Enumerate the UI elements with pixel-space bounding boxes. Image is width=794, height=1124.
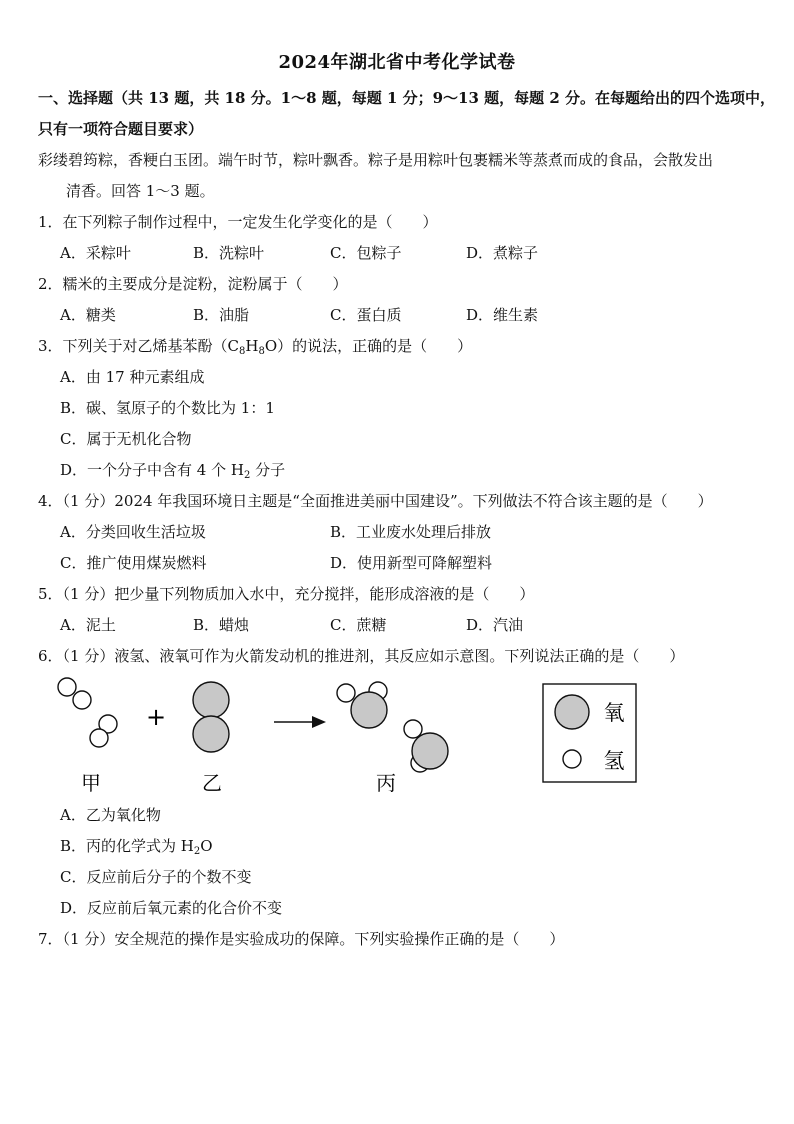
section-heading-line1: 一、选择题（共 13 题，共 18 分。1～8 题，每题 1 分；9～13 题，每题 2 分。在每题给出的四个选项中， <box>38 89 776 107</box>
question-5-stem: 5．（1 分）把少量下列物质加入水中，充分搅拌，能形成溶液的是（ ） <box>38 585 535 603</box>
q1-option-a: A．采粽叶 <box>60 244 131 262</box>
label-bing: 丙 <box>376 771 396 795</box>
q1-option-d: D．煮粽子 <box>466 244 539 262</box>
q6-option-b <box>60 836 213 856</box>
molecule-h2 <box>90 715 117 747</box>
q3-subscript: 8 <box>258 346 265 357</box>
label-jia: 甲 <box>81 771 101 795</box>
q5-option-d: D．汽油 <box>466 616 524 634</box>
reaction-arrow <box>274 716 326 728</box>
page-title: 2024年湖北省中考化学试卷 <box>278 52 516 73</box>
q4-option-a: A．分类回收生活垃圾 <box>60 523 206 541</box>
question-2-stem: 2．糯米的主要成分是淀粉，淀粉属于（ ） <box>38 275 348 293</box>
q1-option-b: B．洗粽叶 <box>193 244 265 262</box>
section-heading-line2: 只有一项符合题目要求） <box>38 120 204 138</box>
question-4-stem: 4．（1 分）2024 年我国环境日主题是“全面推进美丽中国建设”。下列做法不符合该主题的是（ ） <box>38 492 713 510</box>
q3-option-a: A．由 17 种元素组成 <box>60 368 205 386</box>
molecule-h2o <box>404 720 448 772</box>
hydrogen-atom <box>337 684 355 702</box>
legend-oxygen-label: 氧 <box>603 701 625 725</box>
q4-option-d: D．使用新型可降解塑料 <box>330 554 493 572</box>
reaction-diagram <box>0 672 794 802</box>
q6-option-c: C．反应前后分子的个数不变 <box>60 868 252 886</box>
oxygen-atom <box>193 716 229 752</box>
q6-subscript: 2 <box>193 846 201 857</box>
hydrogen-atom <box>58 678 76 696</box>
intro-line1: 彩缕碧筠粽，香粳白玉团。端午时节，粽叶飘香。粽子是用粽叶包裹糯米等蒸煮而成的食品，会散发出 <box>38 151 714 169</box>
label-yi: 乙 <box>202 771 222 795</box>
legend-box <box>543 684 636 782</box>
q3-option-d-part: 分子 <box>250 461 286 479</box>
hydrogen-atom <box>563 750 581 768</box>
q3-stem-part: O）的说法，正确的是（ ） <box>264 337 473 355</box>
q6-option-b-part: O <box>200 837 213 855</box>
question-1-stem: 1．在下列粽子制作过程中，一定发生化学变化的是（ ） <box>38 213 438 231</box>
q3-option-d <box>60 460 285 480</box>
oxygen-atom <box>412 733 448 769</box>
legend-hydrogen-label: 氢 <box>603 749 625 773</box>
oxygen-atom <box>193 682 229 718</box>
question-7-stem: 7．（1 分）安全规范的操作是实验成功的保障。下列实验操作正确的是（ ） <box>38 930 565 948</box>
q3-option-c: C．属于无机化合物 <box>60 430 192 448</box>
q6-option-d: D．反应前后氧元素的化合价不变 <box>60 899 283 917</box>
q3-option-d-part: D．一个分子中含有 4 个 H <box>60 461 244 479</box>
q3-stem-part: 3．下列关于对乙烯基苯酚（C <box>38 337 240 355</box>
q4-option-c: C．推广使用煤炭燃料 <box>60 554 207 572</box>
q3-stem-part: H <box>245 337 259 355</box>
q3-option-b: B．碳、氢原子的个数比为 1：1 <box>60 399 275 417</box>
question-3-stem <box>38 336 472 356</box>
q5-option-c: C．蔗糖 <box>330 616 387 634</box>
q1-option-c: C．包粽子 <box>330 244 402 262</box>
hydrogen-atom <box>73 691 91 709</box>
q5-option-b: B．蜡烛 <box>193 616 250 634</box>
q4-option-b: B．工业废水处理后排放 <box>330 523 492 541</box>
q6-option-b-part: B．丙的化学式为 H <box>60 837 194 855</box>
q3-subscript: 2 <box>243 470 251 481</box>
hydrogen-atom <box>90 729 108 747</box>
q2-option-b: B．油脂 <box>193 306 250 324</box>
intro-line2: 清香。回答 1～3 题。 <box>66 182 215 200</box>
q5-option-a: A．泥土 <box>60 616 116 634</box>
q3-subscript: 8 <box>239 346 246 357</box>
oxygen-atom <box>351 692 387 728</box>
molecule-o2 <box>193 682 229 752</box>
q6-option-a: A．乙为氧化物 <box>60 806 161 824</box>
q2-option-c: C．蛋白质 <box>330 306 402 324</box>
q2-option-d: D．维生素 <box>466 306 539 324</box>
hydrogen-atom <box>404 720 422 738</box>
oxygen-atom <box>555 695 589 729</box>
q2-option-a: A．糖类 <box>60 306 116 324</box>
question-6-stem: 6．（1 分）液氢、液氧可作为火箭发动机的推进剂，其反应如示意图。下列说法正确的是（ ） <box>38 647 685 665</box>
plus-sign: + <box>145 703 167 731</box>
molecule-h2o <box>337 682 387 728</box>
molecule-h2 <box>58 678 91 709</box>
